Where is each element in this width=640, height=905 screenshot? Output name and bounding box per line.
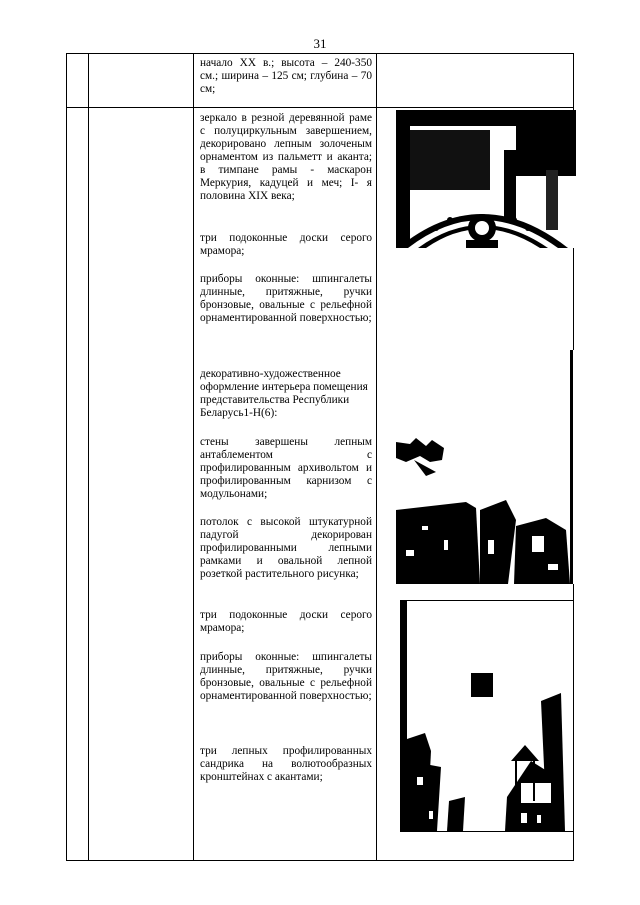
row1-description	[200, 57, 372, 96]
description-paragraph: зеркало в резной деревянной раме с полуциркульным завершением, декорировано лепным золоченым орнаментом из пальметт и аканта; в тимпане рамы - маскарон Меркурия, кадуцей и меч; I- я половина XIX века;	[200, 112, 372, 202]
row1-text: начало XX в.; высота – 240-350 см.; ширина – 125 см; глубина – 70 см;	[200, 57, 372, 95]
page-number: 31	[313, 36, 327, 51]
description-paragraph: три подоконные доски серого мрамора;	[200, 232, 372, 257]
description-paragraph: приборы оконные: шпингалеты длинные, притяжные, ручки бронзовые, овальные с рельефной орнаментированной поверхностью;	[200, 651, 372, 702]
column-divider	[376, 54, 377, 860]
column-divider	[88, 54, 89, 860]
interior-wall-image	[396, 350, 576, 584]
description-paragraph: стены завершены лепным антаблементом с профилированным архивольтом и профилированным карнизом с модульонами;	[200, 436, 372, 500]
row-divider	[67, 107, 573, 108]
description-paragraph: приборы оконные: шпингалеты длинные, притяжные, ручки бронзовые, овальные с рельефной орнаментированной поверхностью;	[200, 273, 372, 324]
mirror-frame-photo	[396, 110, 576, 248]
interior-wall-photo	[396, 350, 576, 584]
column-divider	[193, 54, 194, 860]
description-paragraph: три подоконные доски серого мрамора;	[200, 609, 372, 634]
description-paragraph: декоративно-художественное оформление интерьера помещения представительства Республики Беларусь1-Н(6):	[200, 368, 368, 419]
description-paragraph: потолок с высокой штукатурной падугой декорирован профилированными лепными рамками и овальной лепной розеткой растительного рисунка;	[200, 516, 372, 580]
interior-sandrik-image	[401, 601, 573, 831]
description-paragraph: три лепных профилированных сандрика на волютообразных кронштейнах с акантами;	[200, 745, 372, 783]
mirror-frame-image	[396, 110, 576, 248]
heritage-table	[66, 53, 574, 861]
interior-sandrik-photo	[400, 600, 574, 832]
